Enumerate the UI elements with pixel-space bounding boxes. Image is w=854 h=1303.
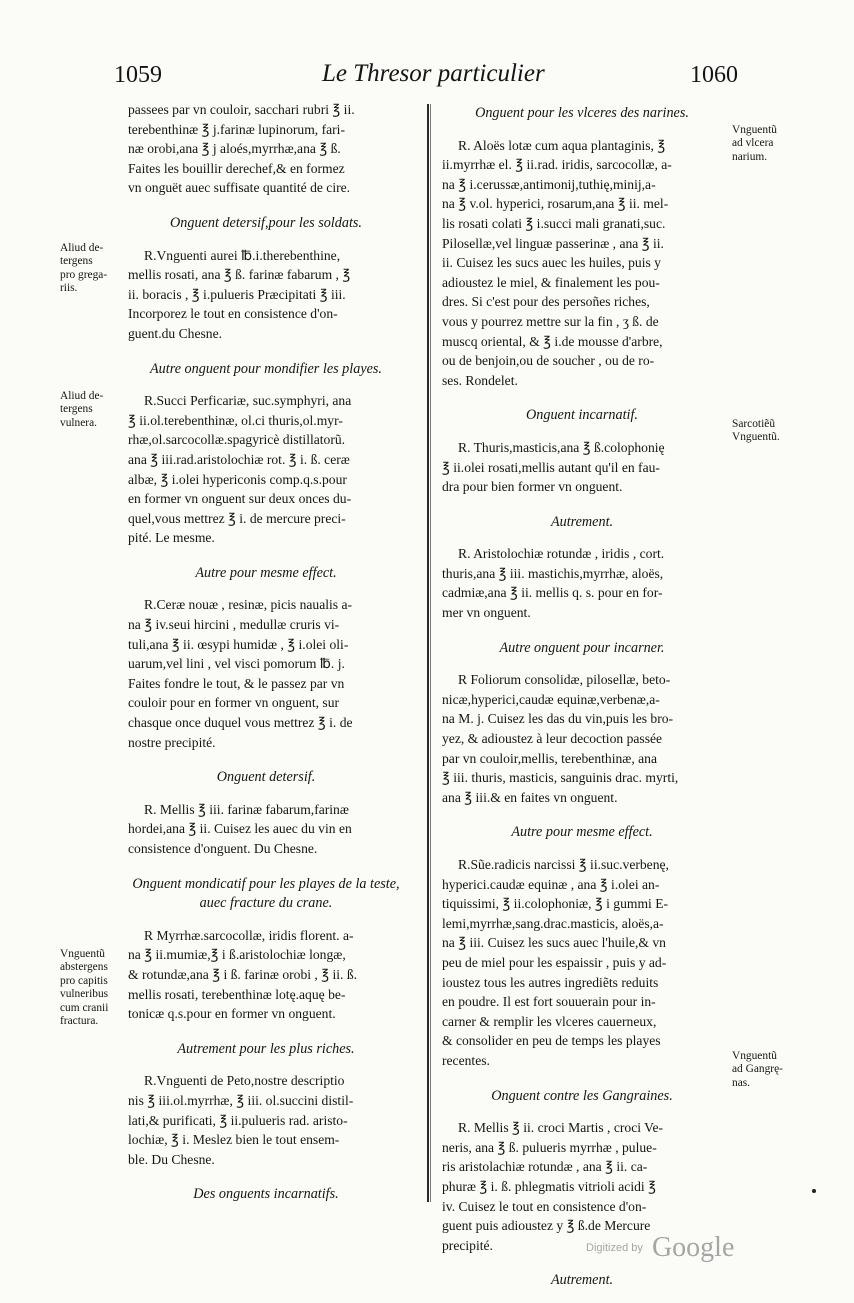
column-rule-inner <box>430 104 431 1202</box>
text-line: ℥ iii. thuris, masticis, sanguinis drac. myrti, <box>442 770 679 786</box>
text-line: precipité. <box>442 1237 493 1253</box>
text-line: vous y pourrez mettre sur la fin , ʒ ß. de <box>442 313 659 329</box>
text-line: iv. Cuisez le tout en consistence d'on- <box>442 1198 647 1214</box>
ink-dot <box>812 1189 816 1193</box>
right-column <box>442 100 722 1303</box>
margin-line: riis. <box>60 282 78 295</box>
paragraph <box>442 855 722 1071</box>
text-line: ioustez tous les autres ingrediẽts reduits <box>442 974 659 990</box>
text-line: hordei,ana ℥ ii. Cuisez les auec du vin en <box>128 821 352 837</box>
text-line: carner & remplir les vlceres cauerneux, <box>442 1013 657 1029</box>
text-line: neris, ana ℥ ß. pulueris myrrhæ , pulue- <box>442 1139 657 1155</box>
margin-line: Vnguentũ <box>732 124 777 136</box>
text-line: na ℥ ii.mumiæ,℥ i ß.aristolochiæ longæ, <box>128 947 346 963</box>
section-heading: Onguent detersif. <box>216 769 316 786</box>
section-heading: Autre pour mesme effect. <box>195 564 337 581</box>
text-line: nicæ,hyperici,caudæ equinæ,verbenæ,a- <box>442 691 660 707</box>
text-line: & consolider en peu de temps les playes <box>442 1033 661 1049</box>
margin-line: abstergens <box>60 961 108 974</box>
paragraph <box>442 670 722 807</box>
text-line: mellis rosati, ana ℥ ß. farinæ fabarum , ℥ <box>128 267 351 283</box>
text-line: R. Aloës lotæ cum aqua plantaginis, ℥ <box>458 137 666 153</box>
text-line: R.Succi Perficariæ, suc.symphyri, ana <box>144 393 352 409</box>
margin-line: ad Gangrę- <box>732 1063 783 1076</box>
text-line: uarum,vel lini , vel visci pomorum ℔. j. <box>128 656 345 672</box>
column-rule <box>427 104 429 1202</box>
text-line: chasque once duquel vous mettrez ℥ i. de <box>128 715 353 731</box>
paragraph <box>128 391 404 548</box>
page-header <box>0 58 854 98</box>
running-title: Le Thresor particulier <box>322 60 545 87</box>
text-line: ii. Cuisez les sucs auec les huiles, puis y <box>442 255 661 271</box>
text-line: phuræ ℥ i. ß. phlegmatis vitrioli acidi ℥ <box>442 1178 656 1194</box>
paragraph <box>442 136 722 391</box>
left-page-number: 1059 <box>114 62 162 88</box>
right-page-number: 1060 <box>690 62 738 88</box>
text-line: lemi,myrrhæ,sang.drac.masticis, aloës,a- <box>442 915 664 931</box>
text-line: R.Vnguenti aurei ℔.i.therebenthine, <box>144 247 341 263</box>
margin-note-right <box>732 124 816 164</box>
text-line: rhæ,ol.sarcocollæ.spagyricè distillatorũ. <box>128 432 346 448</box>
paragraph <box>128 100 404 198</box>
section-heading: Autre onguent pour mondifier les playes. <box>150 360 382 377</box>
text-line: ble. Du Chesne. <box>128 1151 215 1167</box>
text-line: vn onguët auec suffisate quantité de cire. <box>128 180 351 196</box>
paragraph <box>128 1071 404 1169</box>
margin-note-left <box>60 390 126 430</box>
section-heading: Onguent detersif,pour les soldats. <box>170 214 362 231</box>
left-column <box>128 100 404 1217</box>
text-line: mellis rosati, terebenthinæ lotę.aquę be- <box>128 986 346 1002</box>
margin-line: cum cranii <box>60 1001 109 1014</box>
margin-line: pro grega- <box>60 268 108 281</box>
text-line: consistence d'onguent. Du Chesne. <box>128 841 318 856</box>
text-line: ana ℥ iii.rad.aristolochiæ rot. ℥ i. ß. ceræ <box>128 451 350 467</box>
margin-line: nas. <box>732 1076 751 1089</box>
paragraph <box>442 544 722 622</box>
text-line: dres. Si c'est pour des persoñes riches, <box>442 294 650 310</box>
paragraph <box>442 438 722 497</box>
text-line: thuris,ana ℥ iii. mastichis,myrrhæ, aloës, <box>442 565 664 581</box>
text-line: tonicæ q.s.pour en former vn onguent. <box>128 1006 336 1022</box>
text-line: ses. Rondelet. <box>442 372 518 388</box>
margin-line: Vnguentũ <box>732 1050 777 1062</box>
text-line: yez, & adioustez à leur decoction passée <box>442 731 663 747</box>
paragraph <box>128 595 404 752</box>
text-line: Pilosellæ,vel linguæ passerinæ , ana ℥ ii. <box>442 235 664 251</box>
text-line: R.Vnguenti de Peto,nostre descriptio <box>144 1073 345 1089</box>
section-heading: Onguent pour les vlceres des narines. <box>475 105 689 121</box>
text-line: Incorporez le tout en consistence d'on- <box>128 306 338 322</box>
text-line: ou de benjoin,ou de soucher , ou de ro- <box>442 353 655 369</box>
section-heading: Autre onguent pour incarner. <box>499 639 665 656</box>
text-line: muscq oriental, & ℥ i.de mousse d'arbre, <box>442 333 663 349</box>
margin-line: Vnguentũ <box>60 948 105 960</box>
margin-line: vulnera. <box>60 416 98 429</box>
margin-note-left <box>60 242 126 296</box>
text-line: mer vn onguent. <box>442 605 531 621</box>
text-line: ℥ ii.ol.terebenthinæ, ol.ci thuris,ol.myr- <box>128 412 343 428</box>
text-line: ris aristolachiæ rotundæ , ana ℥ ii. ca- <box>442 1159 648 1175</box>
text-line: næ orobi,ana ℥ j aloés,myrrhæ,ana ℥ ß. <box>128 141 341 157</box>
text-line: lis rosati colati ℥ i.succi mali granati,suc. <box>442 215 666 231</box>
text-line: hyperici.caudæ equinæ , ana ℥ i.olei an- <box>442 876 660 892</box>
section-heading: Autre pour mesme effect. <box>511 824 653 841</box>
text-line: ℥ ii.olei rosati,mellis autant qu'il en fau- <box>442 459 660 475</box>
text-line: R Foliorum consolidæ, pilosellæ, beto- <box>458 672 671 688</box>
text-line: R Myrrhæ.sarcocollæ, iridis florent. a- <box>144 927 354 943</box>
margin-line: tergens <box>60 255 93 268</box>
text-line: passees par vn couloir, sacchari rubri ℥ ii. <box>128 102 355 117</box>
text-line: cadmiæ,ana ℥ ii. mellis q. s. pour en for- <box>442 585 663 601</box>
text-line: quel,vous mettrez ℥ i. de mercure preci- <box>128 510 346 526</box>
margin-line: Vnguentũ. <box>732 431 780 444</box>
section-heading: Autrement. <box>550 513 614 530</box>
margin-line: ad vlcera <box>732 137 774 150</box>
text-line: peu de miel pour les espaissir , puis y ad- <box>442 954 667 970</box>
text-line: dra pour bien former vn onguent. <box>442 479 623 495</box>
text-line: recentes. <box>442 1052 490 1068</box>
text-line: tuli,ana ℥ ii. œsypi humidæ , ℥ i.olei oli- <box>128 636 349 652</box>
margin-note-right <box>732 1050 816 1090</box>
section-heading: Onguent mondicatif pour les playes de la teste, auec fracture du crane. <box>132 875 400 912</box>
text-line: na ℥ iv.seui hircini , medullæ cruris vi- <box>128 617 340 633</box>
text-line: guent.du Chesne. <box>128 325 223 341</box>
text-line: tiquissimi, ℥ ii.colophoniæ, ℥ i gummi E- <box>442 896 669 912</box>
text-line: lati,& purificati, ℥ ii.pulueris rad. aristo- <box>128 1112 348 1128</box>
text-line: R. Mellis ℥ iii. farinæ fabarum,farinæ <box>144 801 349 817</box>
text-line: en poudre. Il est fort souuerain pour in- <box>442 994 656 1010</box>
text-line: Faites les bouillir derechef,& en formez <box>128 160 345 176</box>
margin-line: tergens <box>60 403 93 416</box>
section-heading: Onguent incarnatif. <box>526 407 638 424</box>
text-line: ii. boracis , ℥ i.pulueris Præcipitati ℥ iii. <box>128 286 346 302</box>
text-line: ii.myrrhæ el. ℥ ii.rad. iridis, sarcocollæ, a- <box>442 157 672 173</box>
paragraph <box>128 926 404 1024</box>
text-line: R.Ceræ nouæ , resinæ, picis naualis a- <box>144 597 353 613</box>
margin-line: Aliud de- <box>60 242 104 254</box>
text-line: nostre precipité. <box>128 734 216 750</box>
margin-note-left <box>60 948 126 1028</box>
text-line: R. Thuris,masticis,ana ℥ ß.colophonię <box>458 439 665 455</box>
paragraph <box>128 246 404 344</box>
text-line: guent puis adioustez y ℥ ß.de Mercure <box>442 1218 651 1234</box>
text-line: lochiæ, ℥ i. Meslez bien le tout ensem- <box>128 1132 340 1148</box>
margin-line: fractura. <box>60 1015 99 1028</box>
text-line: na ℥ iii. Cuisez les sucs auec l'huile,& vn <box>442 935 666 951</box>
margin-line: Sarcotiẽũ <box>732 418 776 430</box>
text-line: R. Mellis ℥ ii. croci Martis , croci Ve- <box>458 1120 664 1136</box>
margin-line: pro capitis <box>60 974 108 987</box>
text-line: na ℥ i.cerussæ,antimonij,tuthię,minij,a- <box>442 176 656 192</box>
text-line: & rotundæ,ana ℥ i ß. farinæ orobi , ℥ ii. ß. <box>128 966 358 982</box>
text-line: couloir pour en former vn onguent, sur <box>128 695 340 711</box>
text-line: R. Aristolochiæ rotundæ , iridis , cort. <box>458 546 665 562</box>
text-line: R.Sũe.radicis narcissi ℥ ii.suc.verbenę, <box>458 857 669 872</box>
text-line: nis ℥ iii.ol.myrrhæ, ℥ iii. ol.succini distil- <box>128 1092 354 1108</box>
margin-note-right <box>732 418 816 445</box>
text-line: albæ, ℥ i.olei hypericonis comp.q.s.pour <box>128 471 347 487</box>
watermark-logo: Google <box>651 1232 735 1263</box>
text-line: pité. Le mesme. <box>128 530 215 546</box>
section-heading: Onguent contre les Gangraines. <box>491 1087 673 1104</box>
watermark-small: Digitized by <box>586 1242 643 1254</box>
margin-line: vulneribus <box>60 988 109 1001</box>
section-heading: Des onguents incarnatifs. <box>193 1186 339 1203</box>
text-line: terebenthinæ ℥ j.farinæ lupinorum, fari- <box>128 121 345 137</box>
margin-line: narium. <box>732 150 768 163</box>
text-line: adioustez le miel, & finalement les pou- <box>442 274 660 290</box>
watermark <box>586 1232 734 1264</box>
section-heading: Autrement. <box>550 1272 614 1289</box>
text-line: ana ℥ iii.& en faites vn onguent. <box>442 789 618 805</box>
text-line: na ℥ v.ol. hyperici, rosarum,ana ℥ ii. mel- <box>442 196 669 212</box>
text-line: Faites fondre le tout, & le passez par vn <box>128 675 345 691</box>
paragraph <box>128 800 404 859</box>
text-line: en former vn onguent sur deux onces du- <box>128 491 352 507</box>
text-line: na M. j. Cuisez les das du vin,puis les bro- <box>442 711 674 727</box>
section-heading: Autrement pour les plus riches. <box>177 1040 355 1057</box>
margin-line: Aliud de- <box>60 390 104 402</box>
text-line: par vn couloir,mellis, terebenthinæ, ana <box>442 750 658 766</box>
